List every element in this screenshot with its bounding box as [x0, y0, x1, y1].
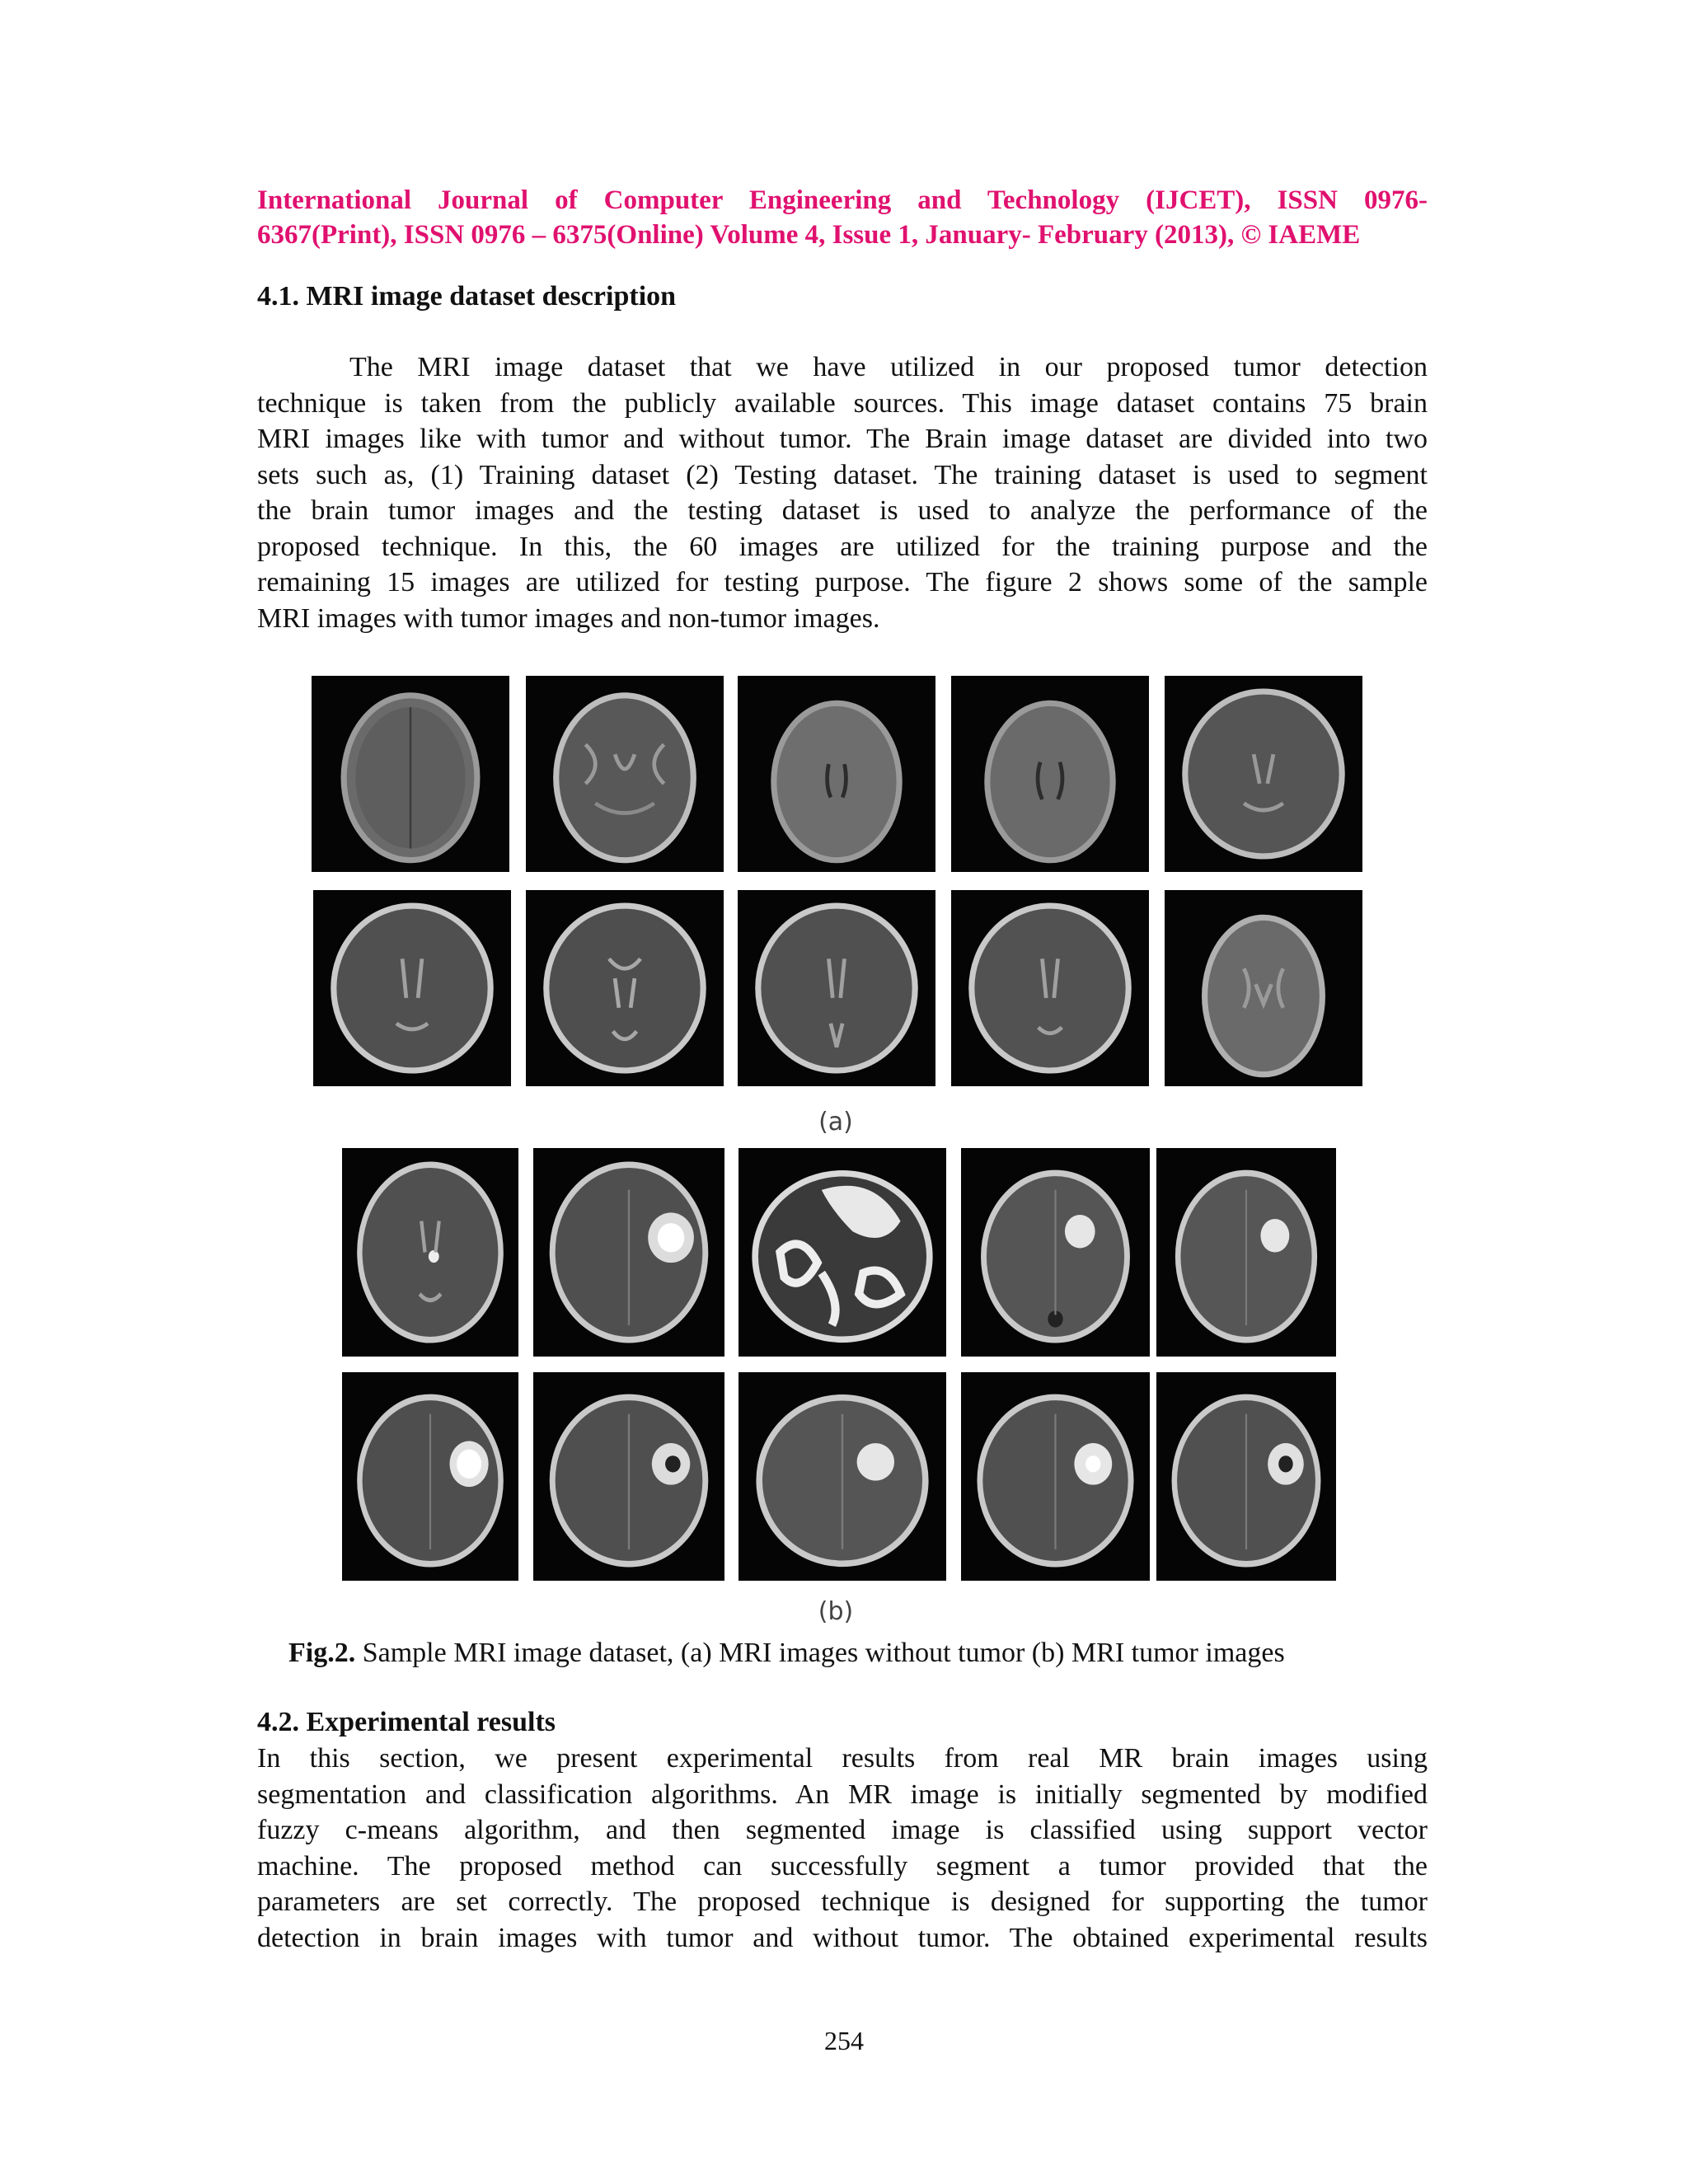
mri-image-tumor [961, 1372, 1150, 1581]
mri-image-tumor [1156, 1148, 1336, 1357]
brain-scan-icon [738, 1148, 946, 1357]
mri-image-no-tumor [738, 676, 935, 872]
paragraph-line: The MRI image dataset that we have utilized in our proposed tumor detection [349, 352, 1428, 382]
journal-header [257, 183, 1428, 252]
brain-scan-icon [1156, 1148, 1336, 1357]
mri-image-no-tumor [526, 676, 724, 872]
mri-image-tumor [1156, 1372, 1336, 1581]
paragraph-line: parameters are set correctly. The proposed technique is designed for supporting the tumor [257, 1886, 1428, 1917]
header-line-1: International Journal of Computer Engineering and Technology (IJCET), ISSN 0976- [257, 185, 1428, 215]
section-title-4-2: 4.2. Experimental results [257, 1707, 556, 1737]
page-number: 254 [824, 2026, 864, 2055]
mri-image-tumor [961, 1148, 1150, 1357]
section1-paragraph [257, 349, 1428, 636]
paragraph-line: technique is taken from the publicly available sources. This image dataset contains 75 brain [257, 387, 1428, 419]
brain-scan-icon [342, 1148, 518, 1357]
brain-scan-icon [313, 890, 511, 1086]
brain-scan-icon [312, 676, 509, 872]
brain-scan-icon [961, 1372, 1150, 1581]
paragraph-line: segmentation and classification algorithms. An MR image is initially segmented by modified [257, 1779, 1428, 1810]
subfigure-label-a: (a) [818, 1108, 853, 1137]
paragraph-line: sets such as, (1) Training dataset (2) Testing dataset. The training dataset is used to segment [257, 459, 1428, 490]
brain-scan-icon [951, 890, 1149, 1086]
mri-image-tumor [533, 1372, 724, 1581]
brain-scan-icon [961, 1148, 1150, 1357]
paragraph-line: proposed technique. In this, the 60 images are utilized for the training purpose and the [257, 531, 1428, 562]
mri-image-tumor [738, 1148, 946, 1357]
paragraph-line: remaining 15 images are utilized for testing purpose. The figure 2 shows some of the sample [257, 567, 1428, 598]
figure-caption [288, 1637, 1442, 1670]
paragraph-line: In this section, we present experimental results from real MR brain images using [257, 1743, 1428, 1774]
brain-scan-icon [526, 890, 724, 1086]
subfigure-label-b: (b) [818, 1597, 854, 1626]
figure-caption-label: Fig.2. [288, 1638, 356, 1668]
mri-image-no-tumor [951, 676, 1149, 872]
section2-paragraph [257, 1741, 1428, 1956]
mri-image-no-tumor [526, 890, 724, 1086]
paragraph-line: MRI images like with tumor and without tumor. The Brain image dataset are divided into two [257, 424, 1428, 454]
brain-scan-icon [738, 890, 935, 1086]
mri-image-tumor [342, 1148, 518, 1357]
mri-image-no-tumor [951, 890, 1149, 1086]
paragraph-line: MRI images with tumor images and non-tumor images. [257, 602, 880, 634]
mri-image-tumor [738, 1372, 946, 1581]
header-line-2: 6367(Print), ISSN 0976 – 6375(Online) Volume 4, Issue 1, January- February (2013), © IAEME [257, 220, 1361, 250]
brain-scan-icon [738, 676, 935, 872]
paragraph-line: fuzzy c-means algorithm, and then segmented image is classified using support vector [257, 1815, 1428, 1845]
brain-scan-icon [738, 1372, 946, 1581]
brain-scan-icon [533, 1148, 724, 1357]
paragraph-line: the brain tumor images and the testing dataset is used to analyze the performance of the [257, 495, 1428, 526]
mri-image-tumor [342, 1372, 518, 1581]
mri-image-tumor [533, 1148, 724, 1357]
mri-image-no-tumor [738, 890, 935, 1086]
brain-scan-icon [1165, 676, 1362, 872]
section-title-4-1: 4.1. MRI image dataset description [257, 281, 677, 312]
brain-scan-icon [533, 1372, 724, 1581]
brain-scan-icon [1165, 890, 1362, 1086]
figure-caption-text: Sample MRI image dataset, (a) MRI images without tumor (b) MRI tumor images [355, 1638, 1285, 1668]
brain-scan-icon [1156, 1372, 1336, 1581]
paragraph-line: detection in brain images with tumor and without tumor. The obtained experimental results [257, 1922, 1428, 1953]
paragraph-line: machine. The proposed method can successfully segment a tumor provided that the [257, 1850, 1428, 1882]
mri-image-no-tumor [1165, 890, 1362, 1086]
brain-scan-icon [526, 676, 724, 872]
brain-scan-icon [951, 676, 1149, 872]
mri-image-no-tumor [1165, 676, 1362, 872]
brain-scan-icon [342, 1372, 518, 1581]
mri-image-no-tumor [313, 890, 511, 1086]
mri-image-no-tumor [312, 676, 509, 872]
